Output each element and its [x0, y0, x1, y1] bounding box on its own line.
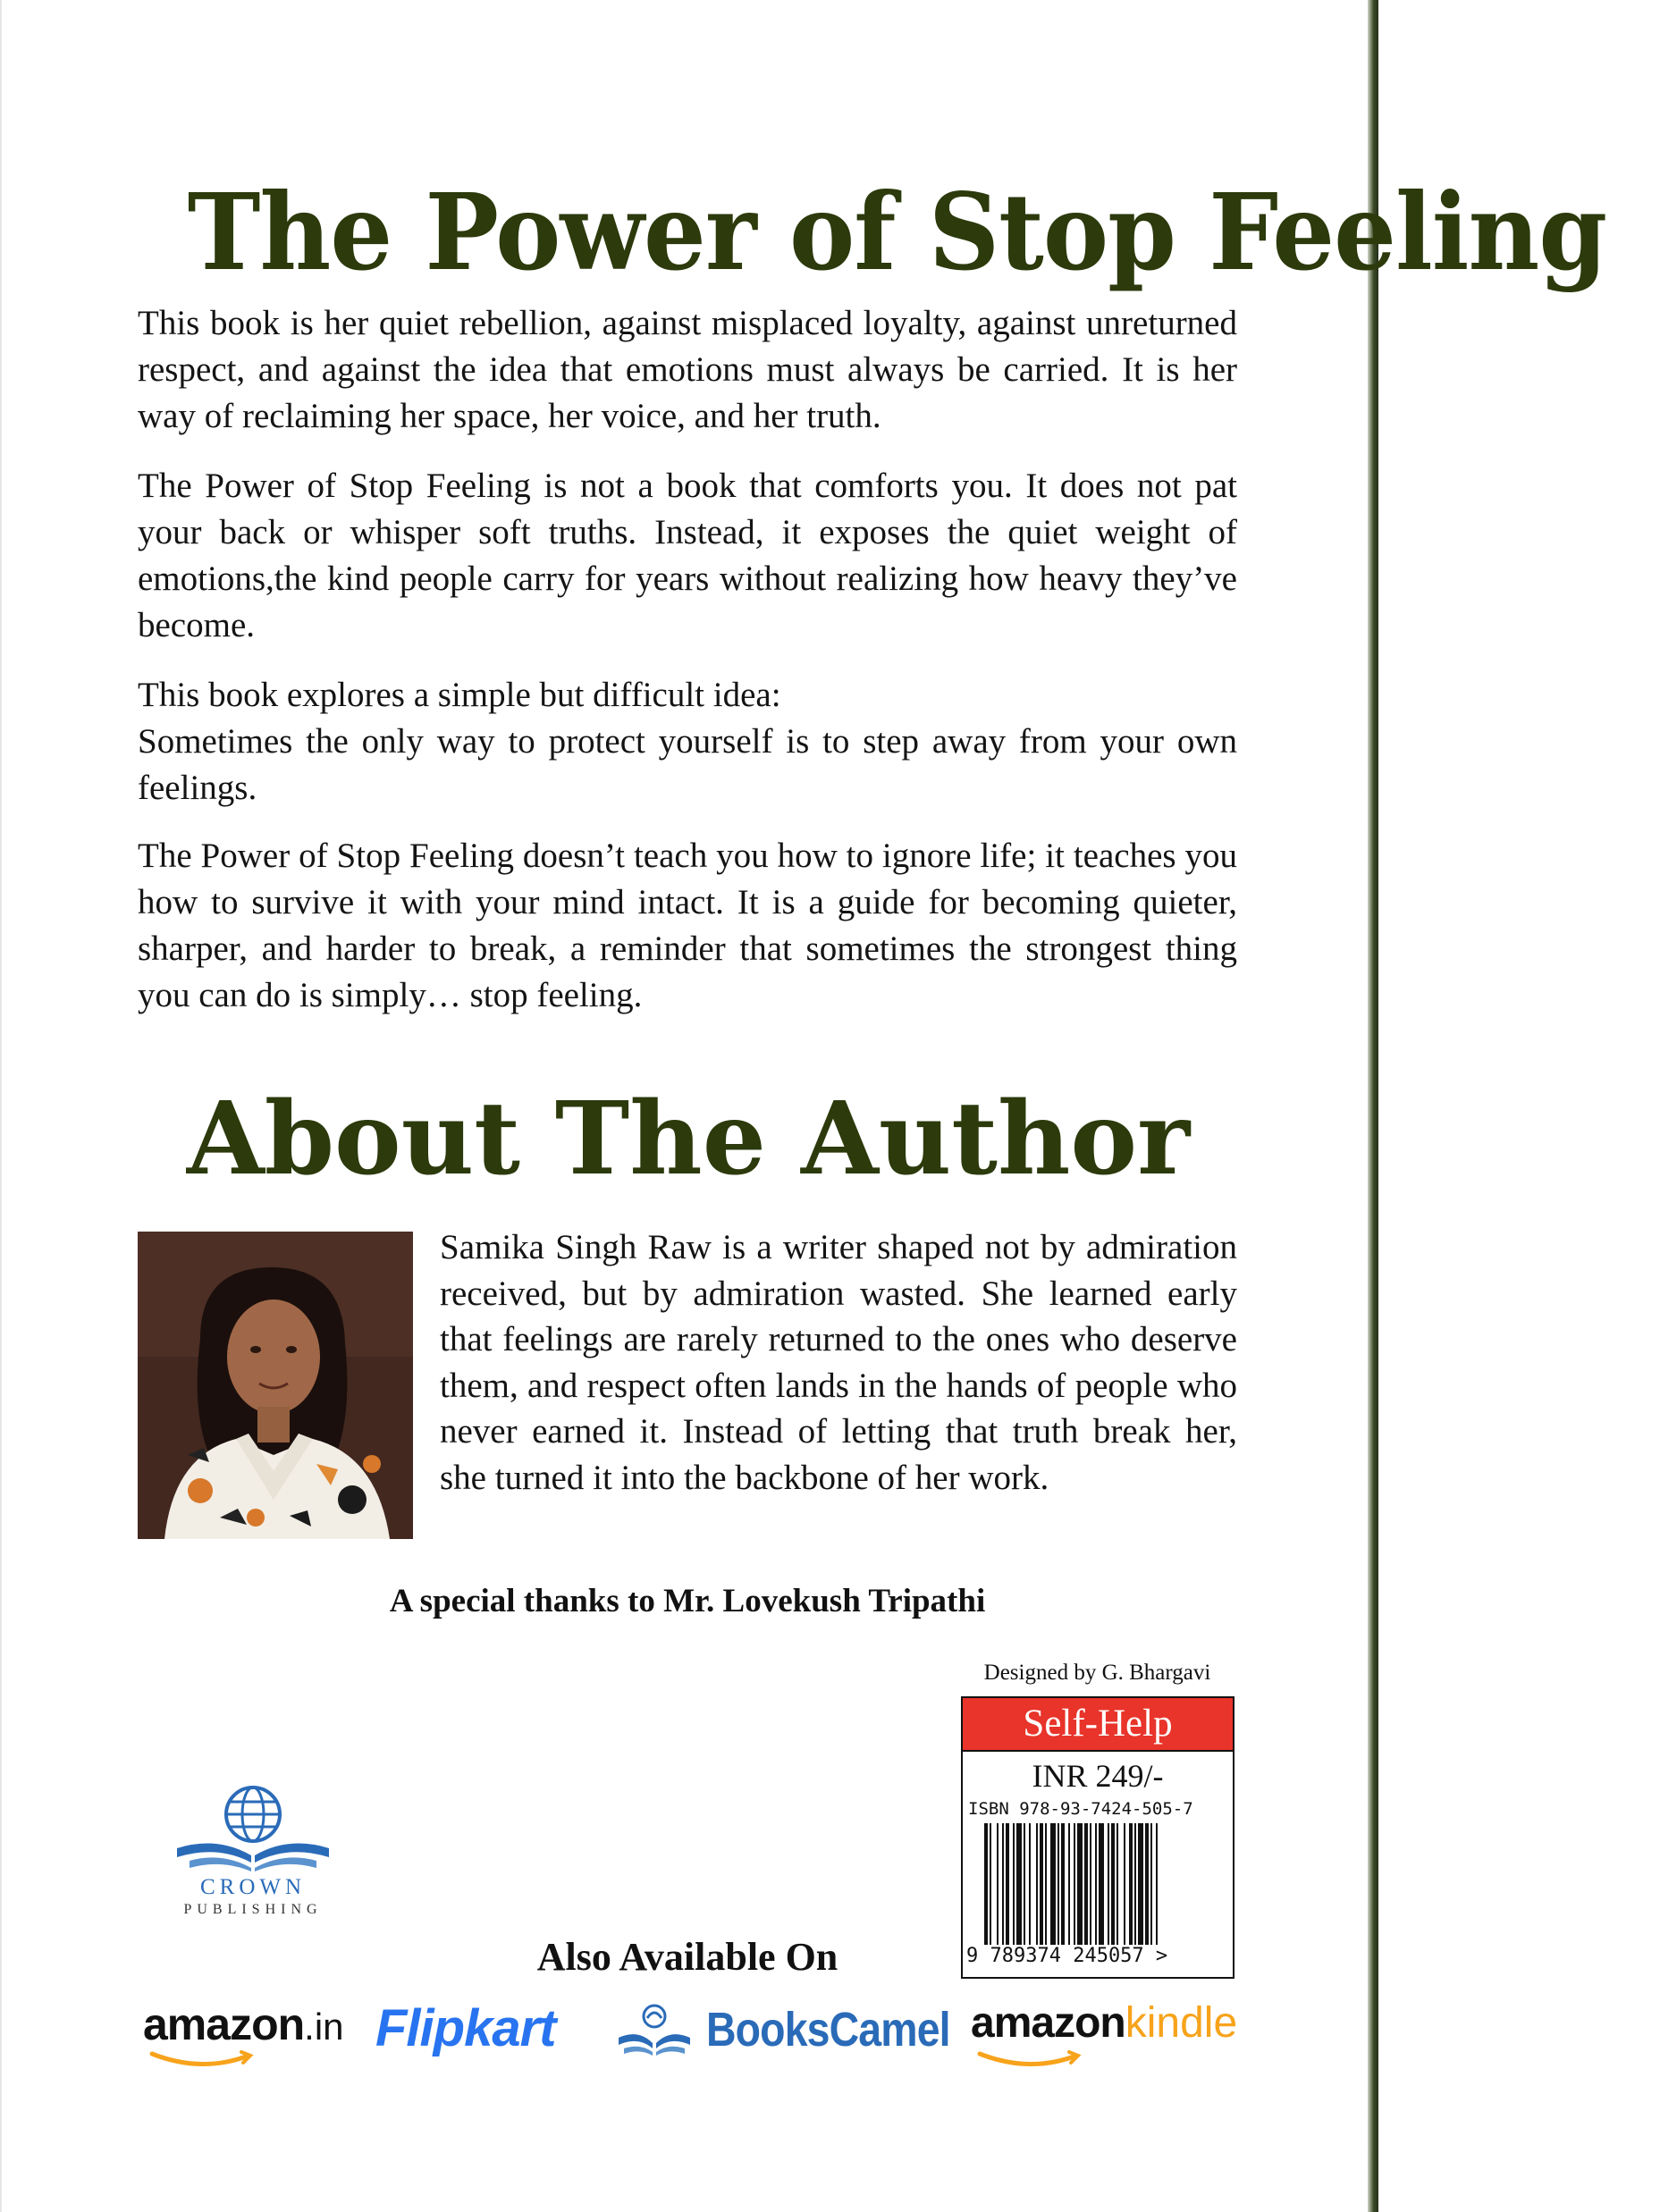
amazon-kindle-word: amazon — [971, 1999, 1125, 2047]
barcode-bar — [1061, 1823, 1065, 1948]
barcode-bar — [1016, 1823, 1022, 1948]
page-edge-left — [0, 0, 2, 2212]
barcode-bar — [1124, 1823, 1125, 1948]
barcode-bar — [997, 1823, 999, 1948]
barcode-bar — [1134, 1823, 1136, 1948]
barcode-digits: 9 789374 245057 > — [966, 1945, 1168, 1967]
also-available-heading: Also Available On — [536, 1935, 838, 1979]
barcode-bar — [1156, 1823, 1158, 1948]
price-label: INR 249/- — [1032, 1758, 1164, 1794]
flipkart-word: Flipkart — [375, 1999, 556, 2057]
barcode-bar — [1029, 1823, 1031, 1948]
blurb-paragraph-4: The Power of Stop Feeling doesn’t teach you how to ignore life; it teaches you how to survive it with your mind intact. It is a guide for becoming quieter, sharper, and harder to break, a reminder that sometimes the strongest thing you can do is simply… stop feeling. — [138, 837, 1237, 1014]
barcode-bar — [1111, 1823, 1115, 1948]
isbn-label: ISBN 978-93-7424-505-7 — [968, 1799, 1193, 1819]
book-title-text: The Power of Stop Feeling — [187, 170, 1607, 294]
barcode-bar — [1116, 1823, 1118, 1948]
designer-credit: Designed by G. Bhargavi — [983, 1661, 1211, 1685]
blurb-paragraph-3-line-1: This book explores a simple but difficult idea: — [138, 676, 781, 714]
barcode-bar — [1095, 1823, 1097, 1948]
blurb-paragraph-1: This book is her quiet rebellion, against misplaced loyalty, against unreturned respect, and against the idea that emotions must always be carried. It is her way of reclaiming her space, her voice, and her truth. — [138, 304, 1237, 435]
amazon-kindle-suffix: kindle — [1125, 1999, 1238, 2047]
barcode-bar — [1084, 1823, 1088, 1948]
blurb-paragraph-3-line-2: Sometimes the only way to protect yourself is to step away from your own feelings. — [138, 722, 1237, 807]
barcode-bar — [1013, 1823, 1015, 1948]
barcode-bar — [1036, 1823, 1038, 1948]
book-title — [134, 170, 1607, 295]
barcode-bar — [1024, 1823, 1025, 1948]
barcode-bar — [984, 1823, 988, 1948]
author-portrait-illustration — [138, 1232, 413, 1539]
globe-book-icon — [150, 1780, 356, 1873]
bookscamel-book-icon — [611, 1998, 697, 2061]
barcode-bar — [1099, 1823, 1104, 1948]
barcode-bar — [1129, 1823, 1133, 1948]
barcode-bar — [1068, 1823, 1070, 1948]
amazon-in-suffix: .in — [304, 2006, 344, 2048]
barcode-bar — [1108, 1823, 1109, 1948]
barcode-bar — [1090, 1823, 1091, 1948]
barcode-bar — [990, 1823, 991, 1948]
about-author-heading: About The Author — [186, 1081, 1191, 1198]
barcode-bar — [1002, 1823, 1004, 1948]
barcode-bar — [1138, 1823, 1143, 1948]
amazon-smile-icon — [148, 2050, 256, 2070]
publisher-logo — [150, 1780, 356, 1923]
bookscamel-logo — [611, 1998, 950, 2070]
barcode-bar — [1145, 1823, 1149, 1948]
publisher-tagline: PUBLISHING — [183, 1902, 323, 1917]
genre-label: Self-Help — [963, 1698, 1233, 1752]
barcode-bar — [1058, 1823, 1059, 1948]
barcode-bar — [1045, 1823, 1047, 1948]
amazon-kindle-logo — [971, 1998, 1239, 2070]
special-thanks: A special thanks to Mr. Lovekush Tripathi — [389, 1583, 986, 1619]
barcode-bar — [1050, 1823, 1056, 1948]
amazon-in-logo — [143, 1998, 344, 2070]
barcode-bar — [1074, 1823, 1075, 1948]
amazon-smile-icon — [976, 2050, 1083, 2070]
bookscamel-word: BooksCamel — [706, 2003, 950, 2056]
barcode-bar — [1040, 1823, 1043, 1948]
barcode-bar — [1006, 1823, 1009, 1948]
barcode-bar — [1077, 1823, 1083, 1948]
author-bio: Samika Singh Raw is a writer shaped not by admiration received, but by admiration wasted. She learned early that feelings are rarely returned to the ones who deserve them, and respect often lands in the hands of people who never earned it. Instead of letting that truth break her, she turned it into the backbone of her work. — [440, 1228, 1237, 1497]
blurb-paragraph-3 — [138, 672, 1237, 812]
publisher-name: CROWN — [199, 1875, 307, 1899]
blurb-paragraph-2: The Power of Stop Feeling is not a book that comforts you. It does not pat your back or whisper soft truths. Instead, it exposes the quiet weight of emotions,the kind people carry for years without realizing how heavy they’ve become. — [138, 467, 1237, 644]
amazon-in-word: amazon — [143, 1999, 305, 2049]
author-photo — [138, 1232, 413, 1539]
flipkart-logo — [375, 1998, 572, 2070]
book-spine-edge — [1368, 0, 1378, 2212]
isbn-barcode — [984, 1823, 1218, 1948]
barcode-bar — [1150, 1823, 1152, 1948]
